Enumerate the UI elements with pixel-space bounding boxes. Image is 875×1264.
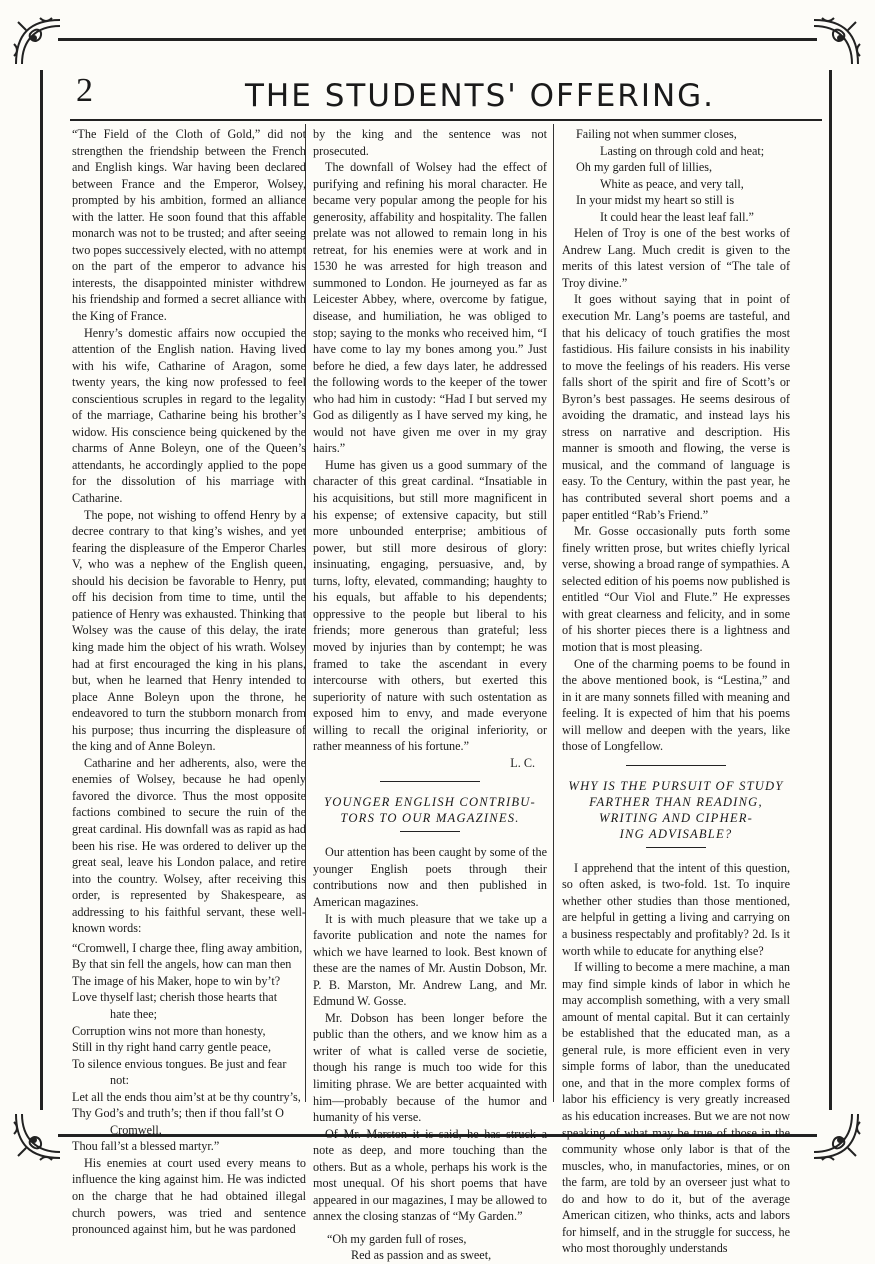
verse-line: Still in thy right hand carry gentle peace, — [72, 1040, 271, 1055]
headline-line: ING ADVISABLE? — [619, 826, 733, 841]
paragraph: If willing to become a mere machine, a man may find simple kinds of labor in which he may accomplish something, with a very small amount of mental capital. But it can certainly be established that the educated man, as a general rule, is more efficient even in very simple forms of labor, than the uneducated one, and that in the more complex forms of labor his efficiency is very greatly increased as his education increases. But we are not now speaking of what may be true of those in the community whose only labor is that of the muscles, who, in manufactories, mines, or on the farm, are told by an overseer just what to do and how to do it, but of the average American citizen, who thinks, acts and labors for himself, and in the struggle for success, he who most thoroughly understands — [562, 960, 790, 1256]
verse-line: Oh my garden full of lillies, — [576, 160, 713, 175]
masthead — [70, 72, 810, 116]
headline-line: TORS TO OUR MAGAZINES. — [340, 811, 520, 826]
verse-line: Lasting on through cold and heat; — [600, 143, 765, 158]
paragraph: The pope, not wishing to offend Henry by a decree contrary to that king’s wishes, and yet fearing the displeasure of the Emperor Charles V, who was a nephew of the English queen, should his decision be favorable to Henry, put off his decision from time to time, until the patience of Henry was exhausted. Thinking that Wolsey was the cause of this delay, the irate king made him the object of his wrath. Wolsey had at first encouraged the king in his plans, but, when he learned that Henry intended to place Anne Boleyn upon the throne, he endeavored to turn the stubborn monarch from his purpose; thus incurring the displeasure of the king and of Anne Boleyn. — [72, 507, 306, 754]
paragraph: Hume has given us a good summary of the character of this great cardinal. “Insatiable in his acquisitions, but still more magnificent in his expense; of extensive capacity, but still more unbounded enterprise; ambitious of power, but still more desirous of glory: insinuating, engaging, persuasive, and, by turns, lofty, elevated, commanding; haughty to his equals, but affable to his dependents; oppressive to the people but liberal to his friends; more generous than grateful; less moved by injuries than by contempt; he was framed to take the ascendant in every intercourse with others, but exerted this superiority of nature with such ostentation as exposed him to envy, and made everyone willing to recall the original inferiority, or rather meanness of his fortune.” — [313, 457, 547, 754]
headline-rule — [646, 847, 706, 848]
quoted-verse — [562, 126, 790, 225]
verse-line: Love thyself last; cherish those hearts that — [72, 990, 278, 1005]
headline-rule — [400, 831, 460, 832]
column-2 — [313, 126, 547, 1264]
quoted-verse — [72, 940, 306, 1155]
author-signature: L. C. — [510, 755, 535, 770]
page-number: 2 — [76, 72, 93, 109]
verse-line: “Cromwell, I charge thee, fling away ambition, — [72, 940, 303, 955]
paragraph: Our attention has been caught by some of the younger English poets through their contributions now and then published in American magazines. — [313, 845, 547, 909]
paragraph: “The Field of the Cloth of Gold,” did not strengthen the friendship between the French and English kings. War having been declared between France and the Emperor, Wolsey, prompted by his ambition, formed an alliance with the latter. He soon found that this affable monarch was not to be trusted; and after seeing two popes successively elected, with no attempt on the part of the emperor to advance his interests, the disappointed minister withdrew his friendship and formed a secret alliance with the King of France. — [72, 127, 306, 324]
corner-ornament-icon — [10, 14, 66, 70]
verse-line: By that sin fell the angels, how can man then — [72, 957, 292, 972]
quoted-verse — [313, 1231, 547, 1264]
verse-line: The image of his Maker, hope to win by’t? — [72, 973, 281, 988]
headline-line: FARTHER THAN READING, — [589, 794, 763, 809]
verse-line: “Oh my garden full of roses, — [327, 1231, 467, 1246]
verse-line: It could hear the least leaf fall.” — [600, 209, 754, 224]
paragraph: Henry’s domestic affairs now occupied the attention of the English nation. Having lived with his wife, Catharine of Aragon, some twenty years, the king now professed to feel conscientious scruples in regard to the legality of the marriage, Catharine being his brother’s widow. His conscience being quickened by the charms of Anne Boleyn, one of the Queen’s attendants, he accordingly applied to the pope for the dissolution of his marriage with Catharine. — [72, 325, 306, 506]
verse-line: not: — [110, 1073, 129, 1088]
verse-line: hate thee; — [110, 1006, 158, 1021]
verse-line: Thy God’s and truth’s; then if thou fall’st O — [72, 1106, 284, 1121]
paragraph: I apprehend that the intent of this question, so often asked, is two-fold. 1st. To inquire whether other studies than those mentioned, are helpful in getting a living and carrying on a business respectably and profitably? 2d. Is it worth while to educate for anything else? — [562, 860, 790, 958]
headline-line: YOUNGER ENGLISH CONTRIBU- — [324, 795, 536, 810]
verse-line: Cromwell, — [110, 1122, 162, 1137]
corner-ornament-icon — [808, 1108, 864, 1164]
verse-line: Red as passion and as sweet, — [351, 1248, 492, 1263]
paragraph: It goes without saying that in point of execution Mr. Lang’s poems are tasteful, and that his delicacy of touch gratifies the most fastidious. His failure consists in his inability to move the feelings of his readers. His verse falls short of the spirit and fire of Scott’s or Byron’s best passages. He seems desirous of avoiding the dramatic, and instead lays his stress on narrative and description. His manner is smooth and flowing, the verse is musical, and the command of language is easy. To the Century, within the past year, he has contributed several short poems and a paper entitled “Rab’s Friend.” — [562, 292, 790, 522]
verse-line: Corruption wins not more than honesty, — [72, 1023, 266, 1038]
section-rule — [380, 781, 480, 782]
column-1 — [72, 126, 306, 1238]
verse-line: White as peace, and very tall, — [600, 176, 744, 191]
paragraph: It is with much pleasure that we take up a favorite publication and note the names for which we have learned to look. Best known of these are the names of Mr. Austin Dobson, Mr. P. B. Marston, Mr. Andrew Lang, and Mr. Edmund W. Gosse. — [313, 911, 547, 1009]
paragraph: The downfall of Wolsey had the effect of purifying and refining his moral character. He became very popular among the people for his generosity, affability and hospitality. The fallen prelate was not allowed to remain long in his retreat, for his enemies were at work and in 1530 he was arrested for high treason and summoned to London. He journeyed as far as Leicester Abbey, where, overcome by fatigue, disease, and humiliation, he was obliged to stop; saying to the monks who received him, “I have come to lay my bones among you.” Just before he died, a few days later, he addressed the following words to the keeper of the tower who had him in custody: “Had I but served my God as diligently as I have served my king, he would not have given me over in my gray hairs.” — [313, 160, 547, 456]
paragraph: One of the charming poems to be found in the above mentioned book, is “Lestina,” and in it are many sonnets filled with meaning and feeling. It is expected of him that his poems will mellow and deepen with the years, like those of Longfellow. — [562, 656, 790, 754]
page-border-right — [829, 70, 832, 1110]
article-headline — [313, 794, 547, 826]
verse-line: In your midst my heart so still is — [576, 193, 735, 208]
column-divider — [553, 124, 554, 1102]
paragraph: Mr. Dobson has been longer before the public than the others, and we know him as a writer of what is called verse de societie, though his range is much too wide for this limiting phrase. We are better acquainted with him—probably because of the humor and humanity of his verse. — [313, 1010, 547, 1125]
paragraph: His enemies at court used every means to influence the king against him. He was indicted on the charge that he had obtained illegal church powers, was tried and sentence pronounced against him, but he was pardoned — [72, 1155, 306, 1237]
page-border-top — [58, 38, 817, 41]
verse-line: Let all the ends thou aim’st at be thy country’s, — [72, 1089, 301, 1104]
verse-line: To silence envious tongues. Be just and fear — [72, 1056, 287, 1071]
page-border-left — [40, 70, 43, 1110]
column-3 — [562, 126, 790, 1257]
paragraph: Helen of Troy is one of the best works of Andrew Lang. Much credit is given to the merits of this latest version of “The tale of Troy divine.” — [562, 226, 790, 290]
paragraph: Of Mr. Marston it is said, he has struck a note as deep, and more touching than the others. But as a whole, perhaps his work is the most unequal. Of his short poems that have appeared in our magazines, I may be allowed to annex the closing stanzas of “My Garden.” — [313, 1126, 547, 1224]
section-rule — [626, 765, 726, 766]
paragraph: by the king and the sentence was not prosecuted. — [313, 127, 547, 158]
paragraph: Catharine and her adherents, also, were the enemies of Wolsey, because he had openly favored the divorce. Thus the most opposite factions combined to secure the ruin of the great cardinal. His downfall was as rapid as had been his rise. He was ordered to deliver up the great seal, leave his London palace, and retire into the country. Wolsey, after receiving this order, is represented by Shakespeare, as addressing to his faithful servant, these well-known words: — [72, 755, 306, 936]
article-headline — [562, 778, 790, 842]
verse-line: Failing not when summer closes, — [576, 127, 737, 141]
masthead-rule — [70, 119, 822, 121]
publication-title: THE STUDENTS' OFFERING. — [245, 78, 716, 114]
headline-line: WRITING AND CIPHER- — [598, 810, 754, 825]
verse-line: Thou fall’st a blessed martyr.” — [72, 1139, 220, 1154]
paragraph: Mr. Gosse occasionally puts forth some finely written prose, but writes chiefly lyrical verse, showing a broad range of sympathies. A selected edition of his poems now published is entitled “Our Viol and Flute.” He expresses with great clearness and felicity, and in some of his shorter pieces there is a lightness and motion that is most pleasing. — [562, 524, 790, 654]
headline-line: WHY IS THE PURSUIT OF STUDY — [568, 778, 784, 793]
corner-ornament-icon — [808, 14, 864, 70]
corner-ornament-icon — [10, 1108, 66, 1164]
